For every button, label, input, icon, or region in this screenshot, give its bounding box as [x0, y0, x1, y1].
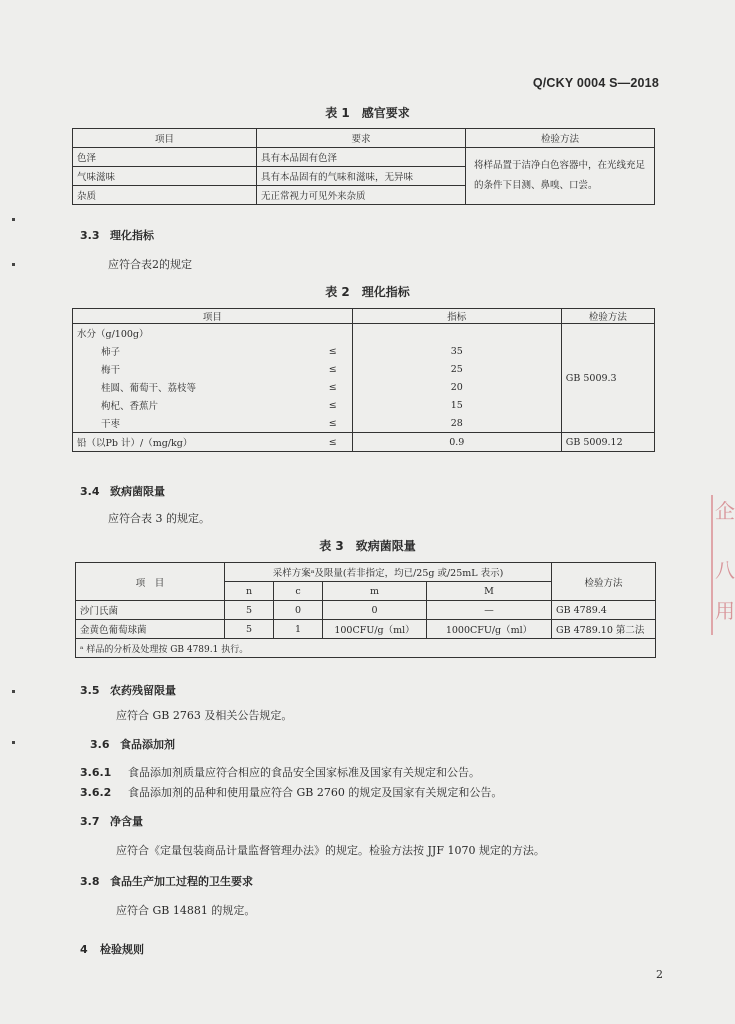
section-number: 3.7 [80, 815, 100, 828]
table2-caption: 表 2 理化指标 [325, 285, 410, 299]
section-number: 4 [80, 943, 88, 956]
red-seal-stamp [711, 495, 735, 635]
table-pathogen [75, 562, 656, 658]
table-row [73, 148, 655, 167]
section-title: 净含量 [110, 815, 143, 828]
table3-cell: 0 [274, 601, 323, 620]
section-number: 3.6.2 [80, 786, 112, 799]
table1-header-method: 检验方法 [466, 129, 655, 148]
table2-cell: 干枣 [73, 414, 314, 433]
table2-cell: 20 [352, 378, 561, 396]
table3-cell: 0 [323, 601, 427, 620]
table3-header-plan: 采样方案ᵃ及限量(若非指定，均已/25g 或/25mL 表示) [225, 563, 552, 582]
stamp-char: 用 [715, 599, 735, 623]
table3-subheader: n [225, 582, 274, 601]
table3-caption: 表 3 致病菌限量 [319, 539, 416, 553]
section-number: 3.6 [90, 738, 110, 751]
table3-cell: 5 [225, 620, 274, 639]
section-3-3-text: 应符合表2的规定 [108, 258, 192, 271]
table-row [76, 601, 656, 620]
table2-cell: 枸杞、香蕉片 [73, 396, 314, 414]
section-3-3 [80, 227, 154, 243]
section-3-6 [90, 736, 175, 752]
table2-cell: ≤ [314, 433, 353, 452]
table3-cell: 金黄色葡萄球菌 [76, 620, 225, 639]
section-3-8-text: 应符合 GB 14881 的规定。 [116, 904, 256, 917]
table2-cell: ≤ [314, 396, 353, 414]
table3-subheader: m [323, 582, 427, 601]
section-3-4 [80, 483, 165, 499]
stamp-char: 八 [715, 558, 735, 582]
table1-method: 将样品置于洁净白色容器中，在光线充足的条件下目测、鼻嗅、口尝。 [466, 148, 655, 205]
table2-cell: 25 [352, 360, 561, 378]
table2-cell: 35 [352, 342, 561, 360]
table3-header-method: 检验方法 [552, 563, 656, 601]
table1-cell: 色泽 [73, 148, 257, 167]
table-row [76, 620, 656, 639]
table2-water-method: GB 5009.3 [561, 324, 654, 433]
document-id: Q/CKY 0004 S—2018 [532, 76, 659, 90]
table-row [73, 324, 655, 343]
table1-caption: 表 1 感官要求 [325, 106, 410, 120]
table3-note: ᵃ 样品的分析及处理按 GB 4789.1 执行。 [76, 639, 656, 658]
section-title: 食品生产加工过程的卫生要求 [110, 875, 253, 888]
margin-dot [12, 218, 15, 221]
table2-cell: 桂圆、葡萄干、荔枝等 [73, 378, 314, 396]
table2-cell: 梅干 [73, 360, 314, 378]
section-3-7 [80, 813, 143, 829]
section-3-5 [80, 682, 176, 698]
table3-header-item: 项 目 [76, 563, 225, 601]
table2-cell: 铅（以Pb 计）/（mg/kg） [73, 433, 314, 452]
table1-header-item: 项目 [73, 129, 257, 148]
section-text: 食品添加剂的品种和使用量应符合 GB 2760 的规定及国家有关规定和公告。 [128, 786, 503, 799]
table2-cell: GB 5009.12 [561, 433, 654, 452]
section-number: 3.8 [80, 875, 100, 888]
table1-cell: 具有本品固有的气味和滋味，无异味 [257, 167, 466, 186]
section-title: 检验规则 [100, 943, 144, 956]
section-4 [80, 941, 144, 957]
section-3-6-2 [80, 784, 502, 800]
table2-group: 水分（g/100g） [73, 324, 353, 343]
section-text: 食品添加剂质量应符合相应的食品安全国家标准及国家有关规定和公告。 [128, 766, 480, 779]
table3-cell: 5 [225, 601, 274, 620]
table3-subheader: c [274, 582, 323, 601]
table2-cell: ≤ [314, 360, 353, 378]
section-3-8 [80, 873, 253, 889]
table2-cell: 15 [352, 396, 561, 414]
table2-header-method: 检验方法 [561, 309, 654, 324]
margin-dot [12, 690, 15, 693]
table2-header-item: 项目 [73, 309, 353, 324]
table2-cell: 28 [352, 414, 561, 433]
section-3-5-text: 应符合 GB 2763 及相关公告规定。 [116, 709, 293, 722]
section-3-4-text: 应符合表 3 的规定。 [108, 512, 210, 525]
section-number: 3.4 [80, 485, 100, 498]
page-number: 2 [656, 968, 663, 981]
section-3-6-1 [80, 764, 480, 780]
table-row [73, 433, 655, 452]
margin-dot [12, 741, 15, 744]
table2-cell: ≤ [314, 414, 353, 433]
table2-cell: 柿子 [73, 342, 314, 360]
table3-cell: 1000CFU/g（ml） [427, 620, 552, 639]
table2-header-index: 指标 [352, 309, 561, 324]
section-3-7-text: 应符合《定量包装商品计量监督管理办法》的规定。检验方法按 JJF 1070 规定的方法。 [116, 844, 545, 857]
table2-cell [352, 324, 561, 343]
table1-cell: 具有本品固有色泽 [257, 148, 466, 167]
stamp-char: 企 [715, 499, 735, 523]
table3-cell: 100CFU/g（ml） [323, 620, 427, 639]
table3-cell: — [427, 601, 552, 620]
table3-cell: GB 4789.10 第二法 [552, 620, 656, 639]
section-number: 3.5 [80, 684, 100, 697]
section-title: 农药残留限量 [110, 684, 176, 697]
table-physicochemical [72, 308, 655, 452]
table-sensory [72, 128, 655, 205]
table2-cell: ≤ [314, 378, 353, 396]
margin-dot [12, 263, 15, 266]
table1-cell: 气味滋味 [73, 167, 257, 186]
section-title: 致病菌限量 [110, 485, 165, 498]
table3-cell: 沙门氏菌 [76, 601, 225, 620]
section-number: 3.3 [80, 229, 100, 242]
table2-cell: 0.9 [352, 433, 561, 452]
table1-cell: 无正常视力可见外来杂质 [257, 186, 466, 205]
section-title: 理化指标 [110, 229, 154, 242]
table3-subheader: M [427, 582, 552, 601]
table1-header-req: 要求 [257, 129, 466, 148]
table1-cell: 杂质 [73, 186, 257, 205]
table2-cell: ≤ [314, 342, 353, 360]
table3-cell: GB 4789.4 [552, 601, 656, 620]
table3-cell: 1 [274, 620, 323, 639]
section-number: 3.6.1 [80, 766, 112, 779]
section-title: 食品添加剂 [120, 738, 175, 751]
